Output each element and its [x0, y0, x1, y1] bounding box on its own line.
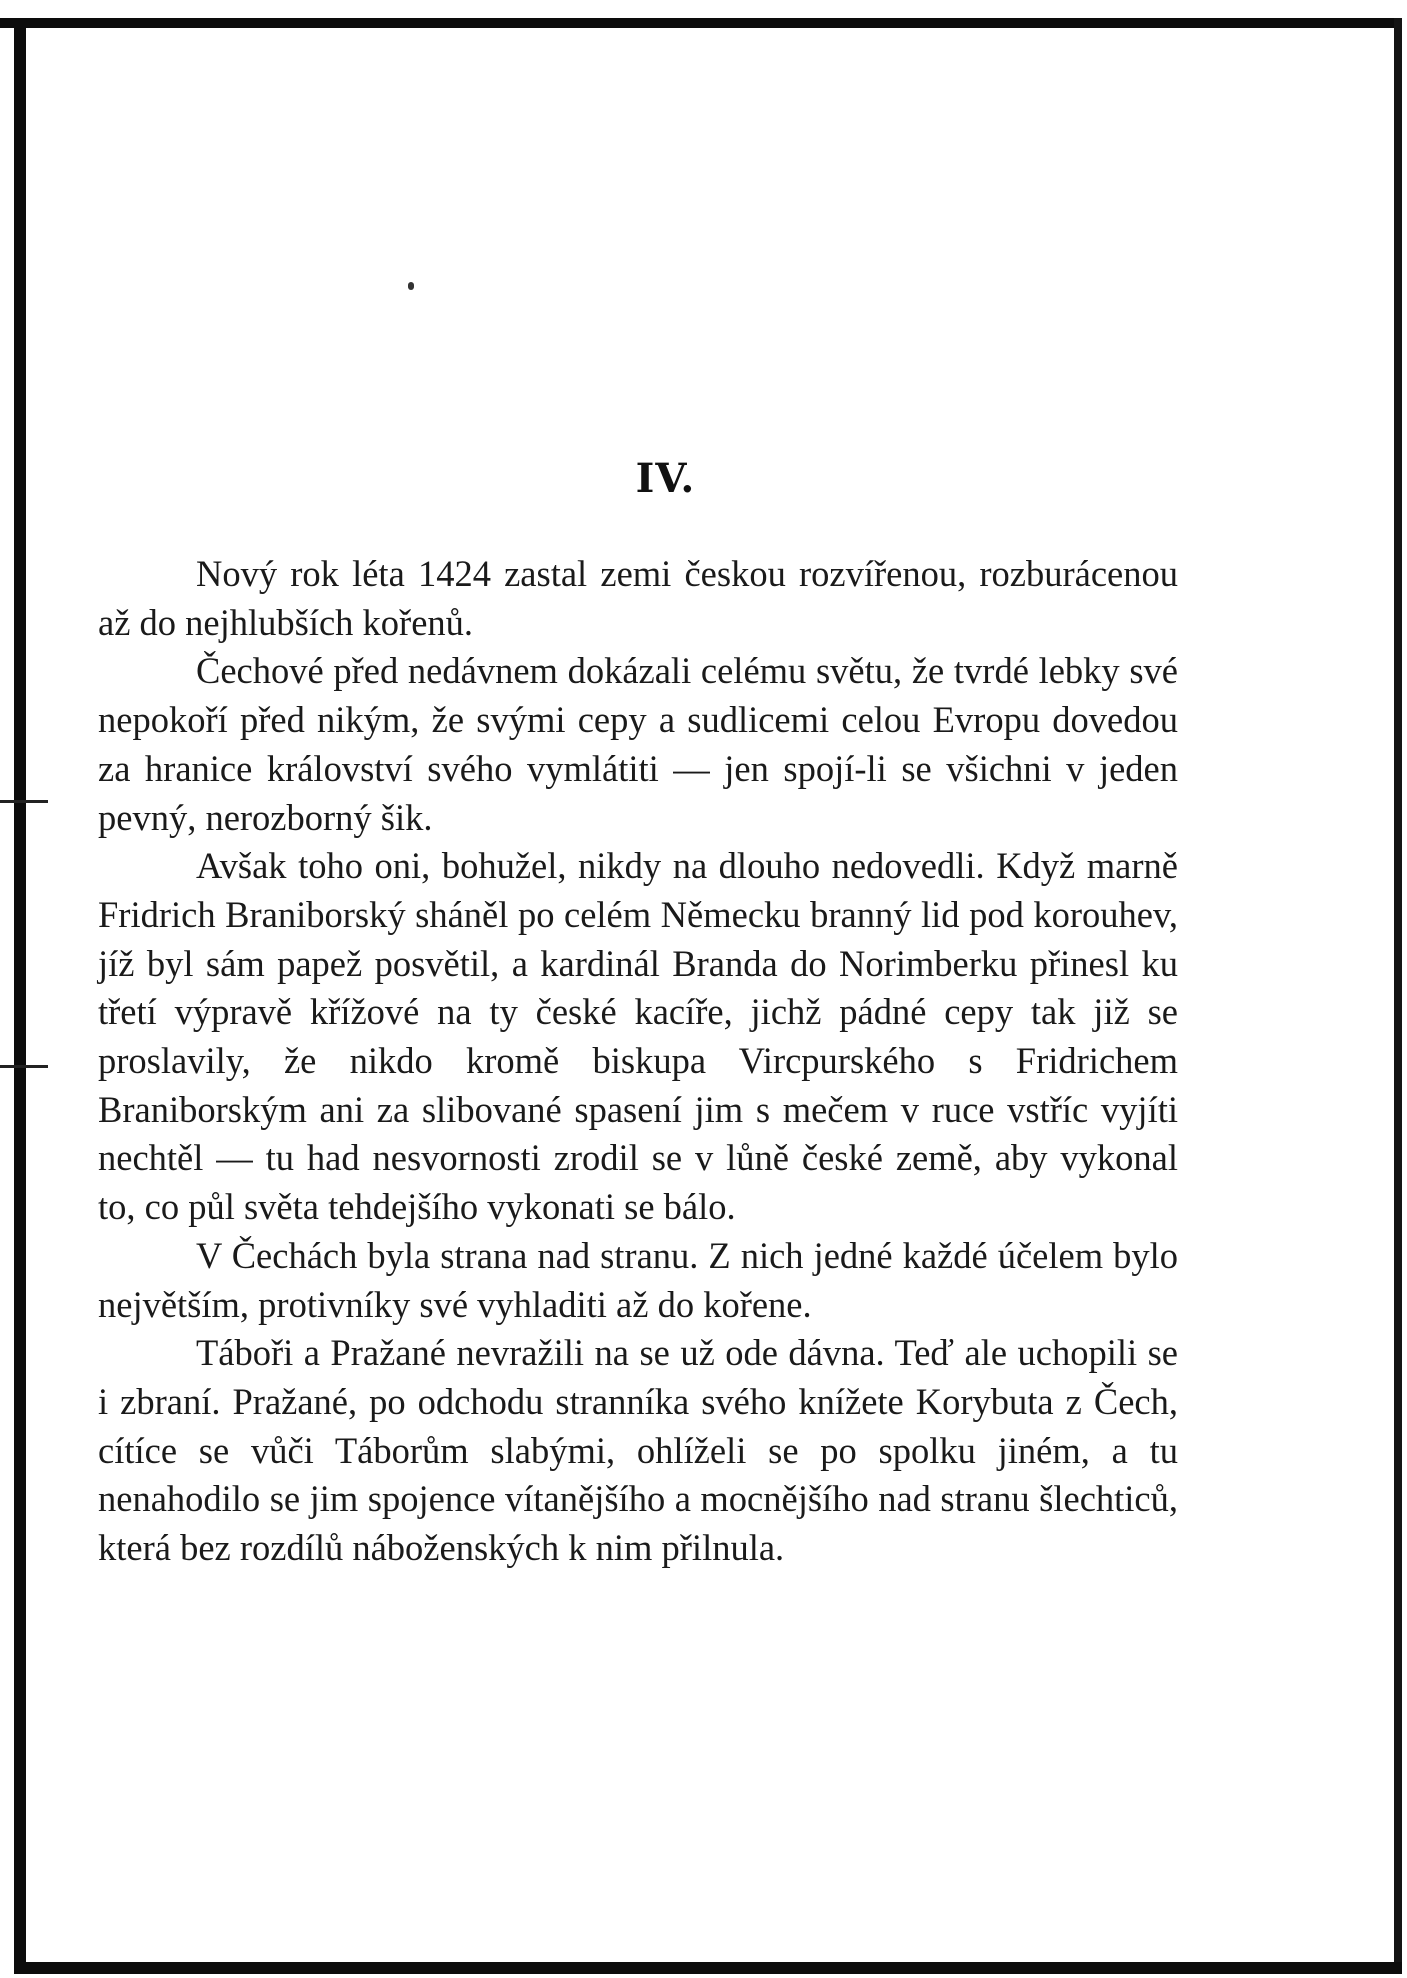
scan-border-right: [1394, 18, 1402, 1968]
scan-margin-mark: [0, 1065, 48, 1068]
paragraph: Nový rok léta 1424 zastal zemi českou rozvířenou, rozburácenou až do nejhlubších kořenů.: [98, 553, 1178, 643]
ink-speck: [408, 282, 414, 290]
scan-border-bottom: [14, 1962, 1402, 1974]
scan-border-top: [0, 18, 1398, 28]
paragraph: Avšak toho oni, bohužel, nikdy na dlouho nedovedli. Když marně Fridrich Braniborský sháněl po celém Německu branný lid pod korouhev, jíž byl sám papež posvětil, a kardinál Branda do Norimberku přinesl ku třetí výpravě křížové na ty české kacíře, jichž pádné cepy tak již se proslavily, že nikdo kromě biskupa Vircpurského s Fridrichem Braniborským ani za slibované spasení jim s mečem v ruce vstříc vyjíti nechtěl — tu had nesvornosti zrodil se v lůně české země, aby vykonal to, co půl světa tehdejšího vykonati se bálo.: [98, 845, 1178, 1228]
scan-border-left: [14, 18, 26, 1968]
paragraph: V Čechách byla strana nad stranu. Z nich jedné každé účelem bylo největším, protivníky své vyhladiti až do kořene.: [98, 1234, 1178, 1325]
book-page: [98, 455, 1178, 1573]
chapter-heading: IV.: [635, 455, 696, 502]
scan-margin-mark: [0, 800, 48, 803]
paragraph: Čechové před nedávnem dokázali celému světu, že tvrdé lebky své nepokoří před nikým, že svými cepy a sudlicemi celou Evropu dovedou za hranice království svého vymlátiti — jen spojí-li se všichni v jeden pevný, nerozborný šik.: [98, 650, 1178, 838]
paragraph: Táboři a Pražané nevražili na se už ode dávna. Teď ale uchopili se i zbraní. Pražané, po odchodu stranníka svého knížete Korybuta z Čech, cítíce se vůči Táborům slabými, ohlíželi se po spolku jiném, a tu nenahodilo se jim spojence vítanějšího a mocnějšího nad stranu šlechticů, která bez rozdílů náboženských k nim přilnula.: [98, 1332, 1178, 1569]
